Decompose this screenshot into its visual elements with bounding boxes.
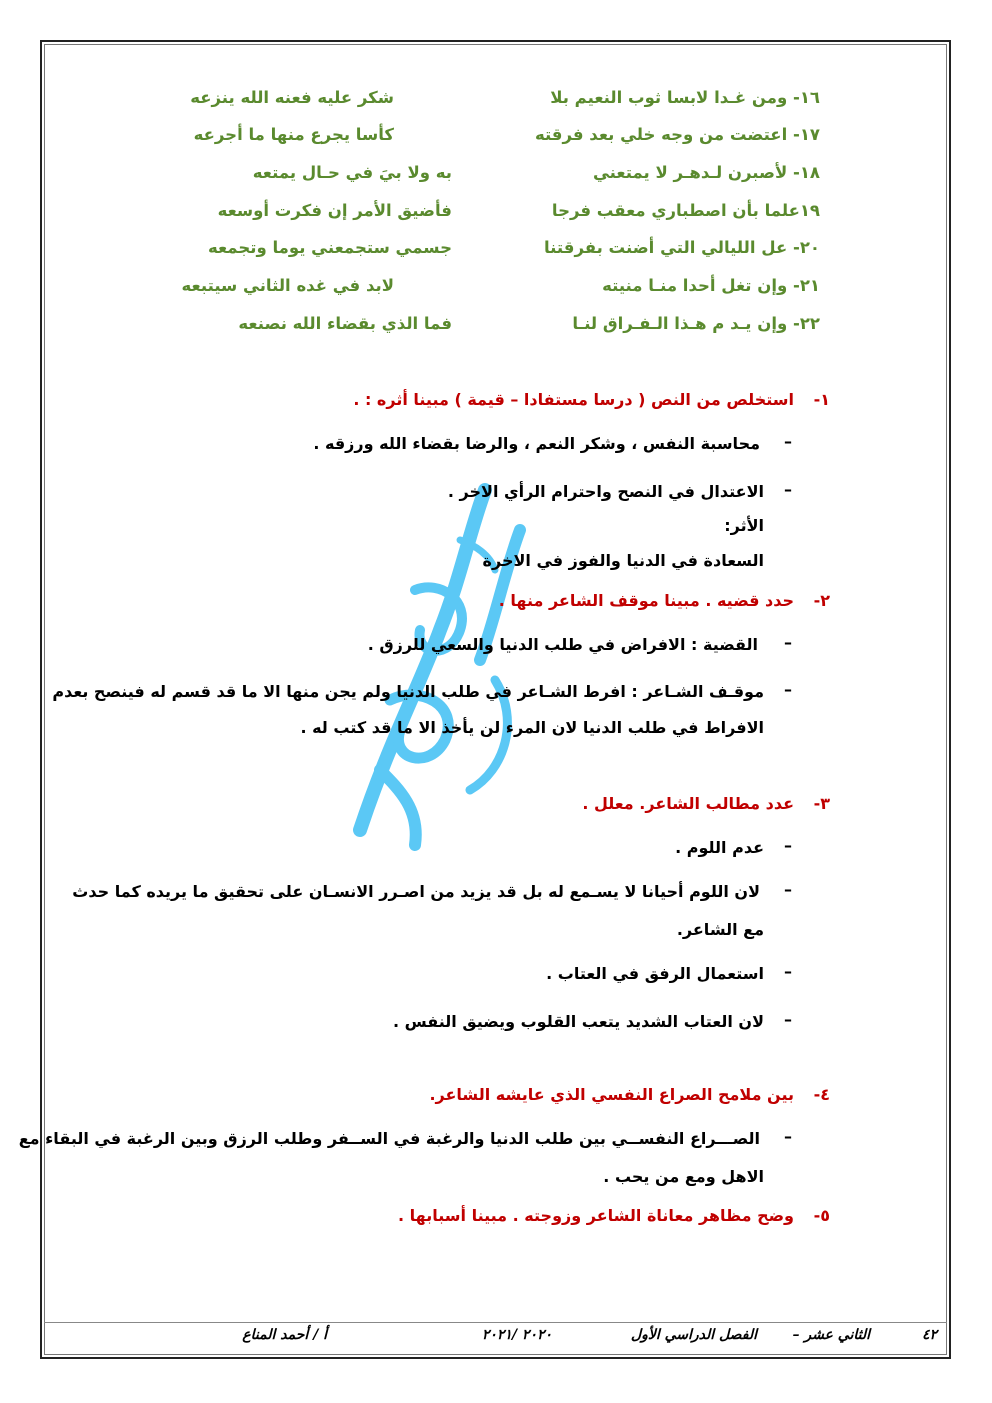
q3-answer-2-line-2: مع الشاعر. [676,920,764,939]
bullet-dash: – [784,633,792,652]
question-3-text: عدد مطالب الشاعر. معلل . [582,794,794,813]
q2-answer-position-line-2: الافراط في طلب الدنيا لان المرء لن يأخذ الا ما قد كتب له . [300,718,764,737]
q4-answer-line-1: الصـــراع النفســي بين طلب الدنيا والرغبة في الســفر وطلب الرزق وبين الرغبة في البقاء مع [18,1129,760,1148]
poem-verse-21-second-half: لابد في غده الثاني سيتبعه [181,276,394,295]
footer-grade: الثاني عشر – [792,1327,870,1343]
poem-verse-18-first-half: ١٨- لأصبرن لـدهـر لا يمتعني [592,163,820,182]
q3-answer-2-line-1: لان اللوم أحيانا لا يسـمع له بل قد يزيد من اصـرر الانسـان على تحقيق ما يريده كما حدث [72,882,760,901]
poem-verse-22-second-half: فما الذي بقضاء الله نصنعه [238,314,452,333]
footer-divider [44,1322,947,1323]
bullet-dash: – [784,836,792,855]
bullet-dash: – [784,432,792,451]
q1-answer-1: محاسبة النفس ، وشكر النعم ، والرضا بقضاء الله ورزقه . [313,434,760,453]
poem-verse-20-first-half: ٢٠- عل الليالي التي أضنت بفرقتنا [543,238,820,257]
bullet-dash: – [784,1010,792,1029]
q3-answer-4: لان العتاب الشديد يتعب القلوب ويضيق النفس . [392,1012,764,1031]
poem-verse-19-second-half: فأضيق الأمر إن فكرت أوسعه [217,201,452,220]
question-1-text: استخلص من النص ( درسا مستفادا – قيمة ) مبينا أثره : . [353,390,794,409]
poem-verse-17-second-half: كأسا يجرع منها ما أجرعه [193,125,394,144]
poem-verse-20-second-half: جسمي ستجمعني يوما وتجمعه [207,238,452,257]
question-2-text: حدد قضيه . مبينا موقف الشاعر منها . [498,591,794,610]
question-2-number: ٢- [813,591,830,610]
poem-verse-21-first-half: ٢١- وإن تغل أحدا منـا منيته [602,276,820,295]
poem-verse-16-second-half: شكر عليه فعنه الله ينزعه [190,88,394,107]
footer-page-number: ٤٢ [921,1327,937,1343]
poem-verse-18-second-half: به ولا بيَ في حـال يمتعه [252,163,452,182]
footer-year: ٢٠٢٠ /٢٠٢١ [481,1327,552,1343]
poem-verse-22-first-half: ٢٢- وإن يـد م هـذا الـفـراق لنـا [572,314,820,333]
bullet-dash: – [784,480,792,499]
footer-teacher: أ / أحمد المناع [242,1327,327,1343]
q3-answer-3: استعمال الرفق في العتاب . [546,964,764,983]
question-1-number: ١- [813,390,830,409]
footer-semester: الفصل الدراسي الأول [630,1327,757,1343]
watermark-signature [320,470,560,860]
question-4-number: ٤- [813,1085,830,1104]
q3-answer-1: عدم اللوم . [675,838,764,857]
bullet-dash: – [784,1127,792,1146]
question-3-number: ٣- [813,794,830,813]
q1-answer-2: الاعتدال في النصح واحترام الرأي الاخر . [447,482,764,501]
question-5-text: وضح مظاهر معاناة الشاعر وزوجته . مبينا أسبابها . [398,1206,794,1225]
q2-answer-position-line-1: موقـف الشـاعر : افرط الشـاعر في طلب الدنيا ولم يجن منها الا ما قد قسم له فينصح بعدم [52,682,764,701]
q2-answer-issue: القضية : الافراض في طلب الدنيا والسعي للرزق . [367,635,758,654]
poem-verse-16-first-half: ١٦- ومن غـدا لابسا ثوب النعيم بلا [550,88,820,107]
question-4-text: بين ملامح الصراع النفسي الذي عايشه الشاعر. [429,1085,794,1104]
poem-verse-17-first-half: ١٧- اعتضت من وجه خلي بعد فرقته [534,125,820,144]
q1-effect-label: الأثر: [724,516,764,535]
q1-effect-text: السعادة في الدنيا والفوز في الاخرة [482,551,764,570]
q4-answer-line-2: الاهل ومع من يحب . [603,1167,764,1186]
poem-verse-19-first-half: ١٩علما بأن اصطباري معقب فرجا [551,201,820,220]
question-5-number: ٥- [813,1206,830,1225]
bullet-dash: – [784,880,792,899]
bullet-dash: – [784,680,792,699]
bullet-dash: – [784,962,792,981]
